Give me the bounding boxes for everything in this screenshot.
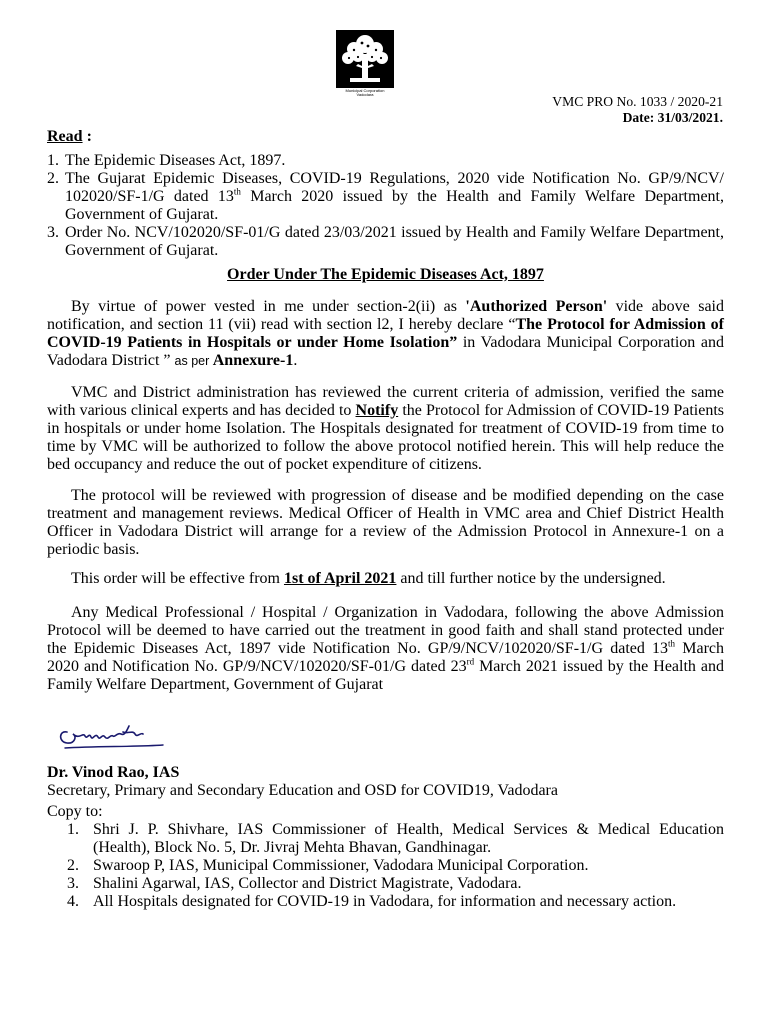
list-number: 2. [47,170,59,187]
list-text: Shalini Agarwal, IAS, Collector and District Magistrate, Vadodara. [93,875,522,892]
list-item [47,170,724,224]
text-run: March 2021 issued by the Health and Family Welfare Department, Government of Gujarat [47,658,724,693]
list-item [47,857,724,875]
list-text: Swaroop P, IAS, Municipal Commissioner, Vadodara Municipal Corporation. [93,857,589,874]
list-text: March 2020 issued by the Health and Family Welfare Department, Government of Gujarat. [65,188,724,223]
list-item [47,224,724,260]
copy-to-label: Copy to: [47,803,103,820]
superscript: th [233,186,241,197]
paragraph-effective-date [47,570,724,588]
text-run: as per [174,354,213,368]
text-run: VMC and District administration has reviewed the current criteria of admission, verified the same with various clinical experts and has decided to [47,384,724,419]
paragraph-declaration [47,298,724,370]
list-item [47,821,724,857]
notify-word: Notify [355,402,399,419]
text-run: and till further notice by the undersigned. [396,570,666,587]
list-item [47,875,724,893]
read-list [47,152,724,260]
text-run: in Vadodara Municipal Corporation and Vadodara District ” [47,334,724,369]
list-text: Shri J. P. Shivhare, IAS Commissioner of Health, Medical Services & Medical Education (Health), Block No. 5, Dr. Jivraj Mehta Bhavan, Gandhinagar. [93,821,724,856]
text-run: Any Medical Professional / Hospital / Organization in Vadodara, following the above Admission Protocol will be deemed to have carried out the treatment in good faith and shall stand protected under the Epidemic Diseases Act, 1897 vide Notification No. GP/9/NCV/102020/SF-1/G dated 13 [47,604,724,657]
paragraph-protocol-review: The protocol will be reviewed with progression of disease and be modified depending on the case treatment and management reviews. Medical Officer of Health in VMC area and Chief District Health Officer in Vadodara District will arrange for a review of the Admission Protocol in Annexure-1 on a periodic basis. [47,487,724,558]
list-number: 1. [47,152,59,169]
order-heading: Order Under The Epidemic Diseases Act, 1897 [227,266,544,283]
order-date: Date: 31/03/2021. [622,110,723,125]
text-run: the Protocol for Admission of COVID-19 Patients in hospitals or under home Isolation. The Hospitals designated for treatment of COVID-19 from time to time by VMC will be authorized to follow the above protocol notified herein. This will help reduce the bed occupancy and reduce the out of pocket expenditure of citizens. [47,402,724,473]
read-label-line [47,128,92,146]
list-text: All Hospitals designated for COVID-19 in Vadodara, for information and necessary action. [93,893,677,910]
signature [55,712,165,754]
text-run: . [293,352,298,369]
list-number: 1. [67,821,79,838]
copy-to-block [47,803,724,911]
copy-to-list [47,821,724,911]
reference-block [552,94,723,126]
svg-text:Municipal Corporation: Municipal Corporation [345,88,385,93]
list-number: 3. [67,875,79,892]
list-item [47,893,724,911]
list-number: 3. [47,224,59,241]
superscript: rd [466,656,475,667]
svg-text:Vadodara: Vadodara [356,92,374,96]
list-text: The Epidemic Diseases Act, 1897. [65,152,286,169]
list-number: 2. [67,857,79,874]
text-run: By virtue of power vested in me under section-2(ii) as [71,298,466,315]
signer-title: Secretary, Primary and Secondary Education and OSD for COVID19, Vadodara [47,782,558,799]
annexure-ref: Annexure-1 [212,352,294,369]
vmc-logo [336,30,394,96]
superscript: th [668,638,676,649]
signer-block [47,764,558,800]
list-number: 4. [67,893,79,910]
paragraph-protection [47,604,724,694]
text-run: This order will be effective from [71,570,284,587]
list-item [47,152,724,170]
read-colon: : [82,128,92,145]
effective-date: 1st of April 2021 [283,570,397,587]
text-run: March 2020 and Notification No. GP/9/NCV/102020/SF-01/G dated 23 [47,640,724,675]
paragraph-review [47,384,724,474]
list-text: Order No. NCV/102020/SF-01/G dated 23/03/2021 issued by Health and Family Welfare Department, Government of Gujarat. [65,224,724,259]
authorized-person: 'Authorized Person' [465,298,608,315]
text-run: vide above said notification, and section 11 (vii) read with section l2, I hereby declare “ [47,298,724,333]
list-text: The Gujarat Epidemic Diseases, COVID-19 Regulations, 2020 vide Notification No. GP/9/NCV/ 102020/SF-1/G dated 13 [65,170,724,205]
signer-name: Dr. Vinod Rao, IAS [47,764,180,781]
pro-number: VMC PRO No. 1033 / 2020-21 [552,94,723,109]
protocol-title: The Protocol for Admission of COVID-19 Patients in Hospitals or under Home Isolation” [47,316,725,351]
read-label: Read [47,128,83,145]
